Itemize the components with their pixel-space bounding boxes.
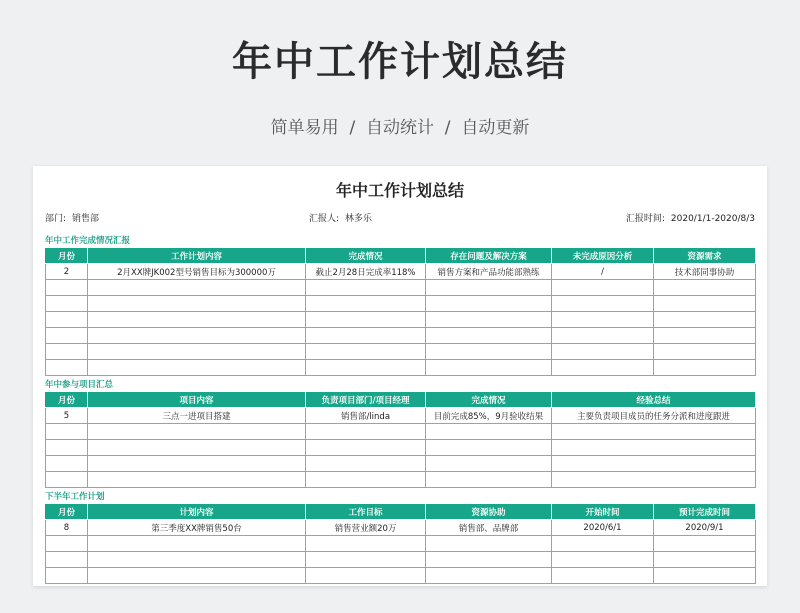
table-cell[interactable] [426,472,552,488]
column-header: 完成情况 [426,392,552,408]
table-cell[interactable] [46,424,88,440]
table-cell[interactable] [46,456,88,472]
column-header: 存在问题及解决方案 [426,248,552,264]
table-cell[interactable] [306,472,426,488]
page-subtitle: 简单易用 / 自动统计 / 自动更新 [270,118,530,138]
table-cell[interactable] [306,280,426,296]
column-header: 开始时间 [552,504,654,520]
table-cell[interactable] [306,552,426,568]
table-cell[interactable] [88,424,306,440]
report-time-value[interactable]: 2020/1/1-2020/8/3 [670,214,755,224]
column-header: 资源协助 [426,504,552,520]
table-cell[interactable] [88,328,306,344]
column-header: 未完成原因分析 [552,248,654,264]
table-row [46,360,756,376]
table-cell[interactable] [306,360,426,376]
column-header: 月份 [46,504,88,520]
column-header: 工作计划内容 [88,248,306,264]
table-cell[interactable] [426,312,552,328]
section-label-plan: 下半年工作计划 [45,492,105,502]
table-cell[interactable] [426,536,552,552]
table-cell[interactable]: 主要负责项目成员的任务分派和进度跟进 [552,408,756,424]
table-cell[interactable] [654,344,756,360]
table-cell[interactable]: 2 [46,264,88,280]
table-cell[interactable] [306,328,426,344]
table-cell[interactable] [46,280,88,296]
table-cell[interactable] [88,280,306,296]
table-cell[interactable] [46,568,88,584]
table-cell[interactable] [654,280,756,296]
table-cell[interactable]: 销售方案和产品功能部熟练 [426,264,552,280]
table-cell[interactable] [426,456,552,472]
reporter-label: 汇报人: [309,214,340,224]
table-cell[interactable] [426,552,552,568]
table-cell[interactable] [654,552,756,568]
table-cell[interactable] [552,472,756,488]
table-row [46,296,756,312]
table-row [46,280,756,296]
table-header-row [46,392,756,408]
table-cell[interactable]: 2月XX牌JK002型号销售目标为300000万 [88,264,306,280]
sheet-title: 年中工作计划总结 [335,181,464,200]
table-cell[interactable] [552,312,654,328]
column-header: 完成情况 [306,248,426,264]
progress-table [45,247,756,376]
plan-table [45,503,756,584]
table-cell[interactable]: 三点一进项目搭建 [88,408,306,424]
section-label-progress: 年中工作完成情况汇报 [45,236,131,246]
column-header: 计划内容 [88,504,306,520]
table-cell[interactable]: 第三季度XX牌销售50台 [88,520,306,536]
table-cell[interactable]: 2020/9/1 [654,520,756,536]
table-cell[interactable] [552,344,654,360]
table-cell[interactable] [306,568,426,584]
table-row [46,344,756,360]
projects-table [45,391,756,488]
table-cell[interactable] [552,296,654,312]
table-cell[interactable] [426,440,552,456]
table-cell[interactable] [88,344,306,360]
table-row [46,552,756,568]
table-cell[interactable] [88,312,306,328]
table-cell[interactable] [552,360,654,376]
table-cell[interactable] [426,360,552,376]
table-cell[interactable] [306,456,426,472]
table-row [46,328,756,344]
table-cell[interactable] [46,536,88,552]
table-cell[interactable] [426,568,552,584]
report-time-field [626,211,755,224]
table-cell[interactable] [46,440,88,456]
table-cell[interactable] [46,360,88,376]
table-cell[interactable]: 销售营业额20万 [306,520,426,536]
table-row [46,408,756,424]
department-label: 部门: [45,214,67,224]
table-cell[interactable] [654,312,756,328]
table-cell[interactable] [306,536,426,552]
table-row [46,568,756,584]
table-cell[interactable] [46,472,88,488]
table-row [46,536,756,552]
table-cell[interactable]: 销售部、品牌部 [426,520,552,536]
section-label-projects: 年中参与项目汇总 [45,380,114,390]
table-cell[interactable] [46,328,88,344]
column-header: 月份 [46,248,88,264]
table-cell[interactable] [552,568,654,584]
table-cell[interactable]: 5 [46,408,88,424]
table-cell[interactable]: 8 [46,520,88,536]
table-cell[interactable] [46,552,88,568]
table-cell[interactable] [552,424,756,440]
table-row [46,472,756,488]
table-cell[interactable] [88,536,306,552]
table-cell[interactable] [426,328,552,344]
table-header-row [46,248,756,264]
table-cell[interactable] [306,296,426,312]
table-cell[interactable] [88,360,306,376]
spreadsheet [33,166,767,586]
table-cell[interactable] [426,344,552,360]
table-cell[interactable]: / [552,264,654,280]
page-title: 年中工作计划总结 [232,39,568,85]
table-cell[interactable] [88,552,306,568]
table-cell[interactable] [306,440,426,456]
column-header: 项目内容 [88,392,306,408]
table-cell[interactable] [46,344,88,360]
table-cell[interactable] [46,296,88,312]
table-cell[interactable] [306,424,426,440]
table-cell[interactable]: 技术部同事协助 [654,264,756,280]
column-header: 资源需求 [654,248,756,264]
column-header: 工作目标 [306,504,426,520]
table-row [46,456,756,472]
table-cell[interactable] [88,456,306,472]
table-cell[interactable] [46,312,88,328]
table-row [46,424,756,440]
table-cell[interactable] [552,456,756,472]
column-header: 负责项目部门/项目经理 [306,392,426,408]
table-cell[interactable] [654,360,756,376]
table-cell[interactable] [426,424,552,440]
table-cell[interactable] [426,280,552,296]
table-cell[interactable] [306,344,426,360]
table-cell[interactable] [306,312,426,328]
table-cell[interactable] [552,536,654,552]
table-cell[interactable] [654,328,756,344]
reporter-value[interactable]: 林多乐 [345,214,373,224]
table-cell[interactable] [654,536,756,552]
table-cell[interactable] [88,440,306,456]
reporter-field [309,211,372,224]
department-value[interactable]: 销售部 [72,214,100,224]
department-field [45,211,99,224]
table-cell[interactable] [654,568,756,584]
report-time-label: 汇报时间: [625,214,665,224]
table-row [46,264,756,280]
table-cell[interactable] [88,568,306,584]
table-cell[interactable]: 销售部/linda [306,408,426,424]
table-cell[interactable] [552,280,654,296]
table-cell[interactable]: 截止2月28日完成率118% [306,264,426,280]
table-row [46,520,756,536]
table-header-row [46,504,756,520]
table-cell[interactable] [552,552,654,568]
column-header: 预计完成时间 [654,504,756,520]
table-cell[interactable] [552,440,756,456]
table-cell[interactable] [88,472,306,488]
table-cell[interactable]: 2020/6/1 [552,520,654,536]
table-cell[interactable]: 目前完成85%，9月验收结果 [426,408,552,424]
table-row [46,440,756,456]
column-header: 经验总结 [552,392,756,408]
table-cell[interactable] [552,328,654,344]
table-cell[interactable] [88,296,306,312]
table-row [46,312,756,328]
column-header: 月份 [46,392,88,408]
table-cell[interactable] [426,296,552,312]
table-cell[interactable] [654,296,756,312]
